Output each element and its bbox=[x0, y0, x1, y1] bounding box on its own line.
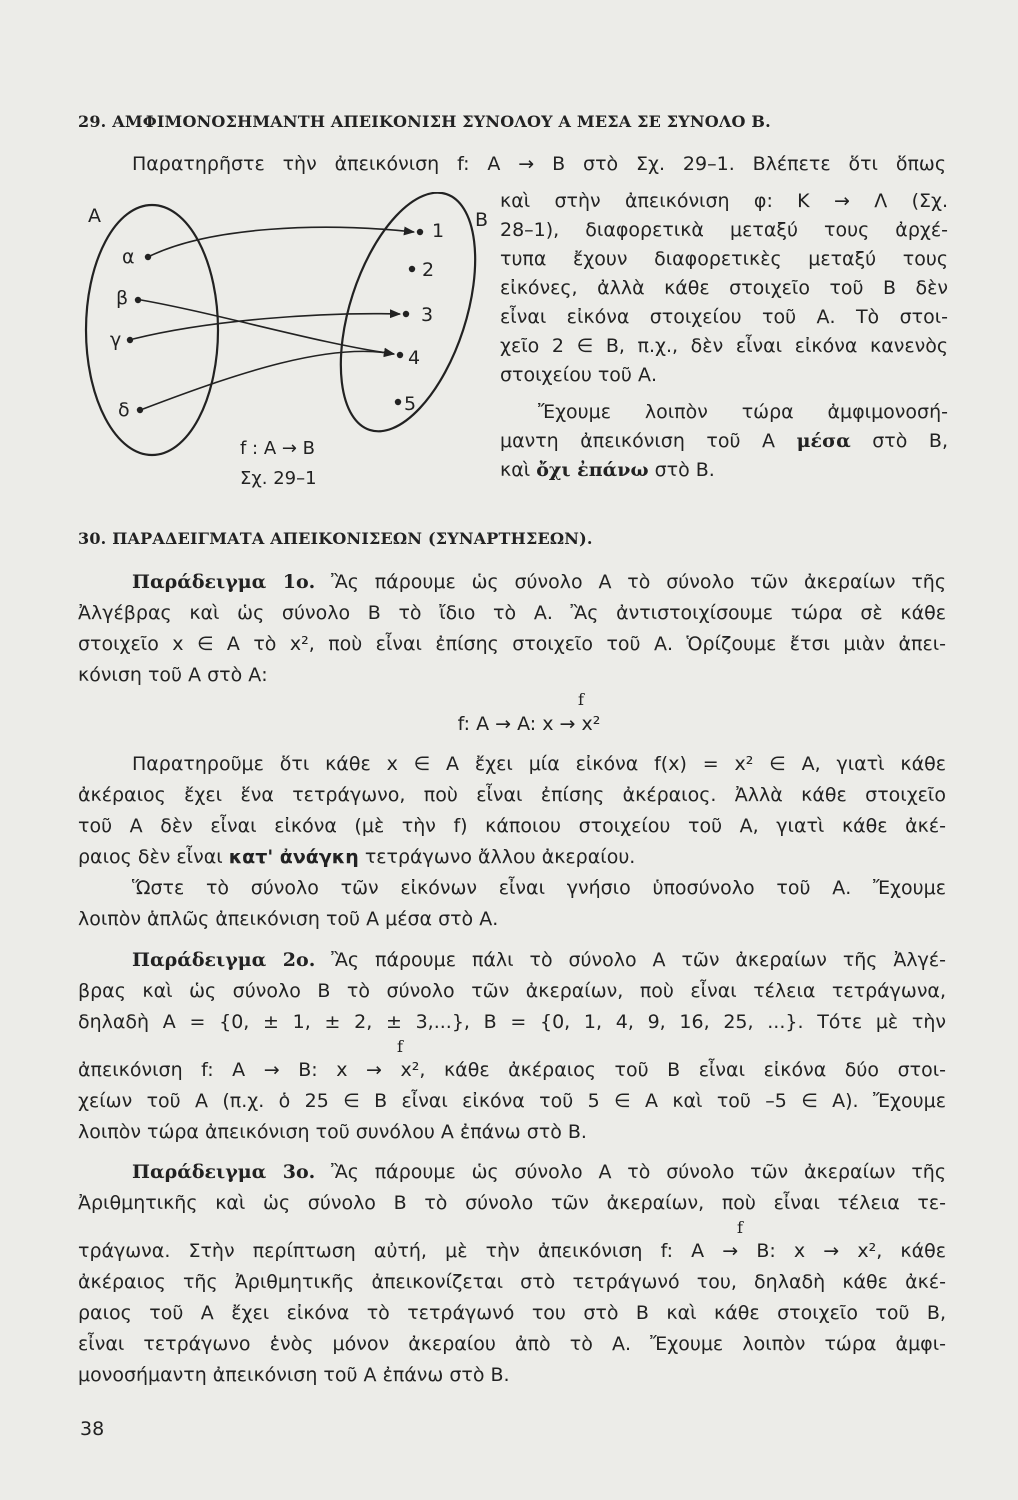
ex1-line-10: λοιπὸν ἁπλῶς ἀπεικόνιση τοῦ Α μέσα στὸ Α. bbox=[78, 908, 499, 930]
ex2-line-6: λοιπὸν τώρα ἀπεικόνιση τοῦ συνόλου Α ἐπάνω στὸ Β. bbox=[78, 1121, 587, 1143]
ex2-line-4: ἀπεικόνιση f: A → B: x → x², κάθε ἀκέραιος τοῦ Β εἶναι εἰκόνα δύο στοι- bbox=[78, 1059, 946, 1081]
ex3-line-5: ραιος τοῦ Α ἔχει εἰκόνα τὸ τετράγωνό του στὸ Β καὶ κάθε στοιχεῖο τοῦ Β, bbox=[78, 1302, 946, 1324]
sec29-right-line-7: στοιχείου τοῦ Α. bbox=[500, 364, 658, 386]
arrow-alpha-1 bbox=[150, 227, 414, 256]
point-beta bbox=[135, 297, 141, 303]
sec29-para2-line-3 bbox=[500, 458, 948, 484]
figure-mapping-label: f : A → B bbox=[240, 438, 316, 459]
ex1-line-9: Ὥστε τὸ σύνολο τῶν εἰκόνων εἶναι γνήσιο ὑποσύνολο τοῦ Α. Ἔχουμε bbox=[132, 877, 946, 899]
ex3-line-6: εἶναι τετράγωνο ἑνὸς μόνον ἀκεραίου ἀπὸ τὸ Α. Ἔχουμε λοιπὸν τώρα ἀμφι- bbox=[78, 1333, 946, 1355]
b-element-2: 2 bbox=[422, 259, 435, 281]
ex1-line-1 bbox=[78, 570, 946, 596]
bold-word-mesa: μέσα bbox=[796, 430, 851, 452]
ex2-line-5: χείων τοῦ Α (π.χ. ὁ 25 ∈ Β εἶναι εἰκόνα τοῦ 5 ∈ A καὶ τοῦ –5 ∈ A). Ἔχουμε bbox=[78, 1090, 946, 1112]
ex1-line-3: στοιχεῖο x ∈ A τὸ x², ποὺ εἶναι ἐπίσης στοιχεῖο τοῦ Α. Ὁρίζουμε ἔτσι μιὰν ἀπει- bbox=[78, 633, 946, 655]
example-3-label: Παράδειγμα 3ο. bbox=[132, 1161, 316, 1183]
text-run: Ἂς πάρουμε ὡς σύνολο Α τὸ σύνολο τῶν ἀκεραίων τῆς bbox=[331, 571, 946, 593]
ex2-line-1 bbox=[78, 948, 946, 974]
ex3-line-2: Ἀριθμητικῆς καὶ ὡς σύνολο Β τὸ σύνολο τῶν ἀκεραίων, ποὺ εἶναι τέλεια τε- bbox=[78, 1192, 946, 1214]
ex1-line-8 bbox=[78, 845, 946, 871]
b-element-3: 3 bbox=[421, 304, 434, 326]
bold-phrase-kat-anagki: κατ' ἀνάγκη bbox=[228, 846, 359, 868]
point-4 bbox=[397, 352, 403, 358]
point-alpha bbox=[145, 254, 151, 260]
arrow-delta-5 bbox=[143, 351, 394, 409]
text-run: στὸ Β, bbox=[850, 430, 948, 452]
sec29-right-line-2: 28–1), διαφορετικὰ μεταξύ τους ἀρχέ- bbox=[500, 219, 948, 241]
ex2-line-2: βρας καὶ ὡς σύνολο Β τὸ σύνολο τῶν ἀκεραίων, ποὺ εἶναι τέλεια τετράγωνα, bbox=[78, 980, 946, 1002]
ex2-line-3: δηλαδὴ A = {0, ± 1, ± 2, ± 3,...}, B = {0, 1, 4, 9, 16, 25, ...}. Τότε μὲ τὴν bbox=[78, 1011, 946, 1033]
ex3-line-3: τράγωνα. Στὴν περίπτωση αὐτή, μὲ τὴν ἀπεικόνιση f: A → B: x → x², κάθε bbox=[78, 1240, 946, 1262]
ex1-line-6: ἀκέραιος ἔχει ἕνα τετράγωνο, ποὺ εἶναι ἐπίσης ἀκέραιος. Ἀλλὰ κάθε στοιχεῖο bbox=[78, 784, 946, 806]
b-element-4: 4 bbox=[408, 347, 421, 369]
bold-word-ochi-epano: ὄχι ἐπάνω bbox=[536, 459, 649, 481]
sec29-right-line-3: τυπα ἔχουν διαφορετικὲς μεταξύ τους bbox=[500, 248, 948, 270]
sec29-para2-line-1: Ἔχουμε λοιπὸν τώρα ἀμφιμονοσή- bbox=[538, 401, 948, 423]
arrow-beta-4 bbox=[141, 300, 394, 354]
sec29-right-line-5: εἶναι εἰκόνα στοιχείου τοῦ Α. Τὸ στοι- bbox=[500, 306, 948, 328]
text-run: ραιος δὲν εἶναι bbox=[78, 846, 229, 868]
ex3-f-above-arrow: f bbox=[737, 1218, 743, 1237]
set-a-label: A bbox=[88, 205, 101, 227]
point-gamma bbox=[127, 337, 133, 343]
ex1-line-7: τοῦ Α δὲν εἶναι εἰκόνα (μὲ τὴν f) κάποιου στοιχείου τοῦ Α, γιατὶ κάθε ἀκέ- bbox=[78, 815, 946, 837]
a-element-delta: δ bbox=[118, 399, 130, 421]
sec29-right-line-6: χεῖο 2 ∈ Β, π.χ., δὲν εἶναι εἰκόνα κανενὸς bbox=[500, 335, 948, 357]
arrow-gamma-3 bbox=[133, 314, 400, 339]
text-run: καὶ bbox=[500, 459, 537, 481]
example-2-label: Παράδειγμα 2ο. bbox=[132, 949, 316, 971]
ex2-f-above-arrow: f bbox=[397, 1037, 403, 1056]
ex3-line-7: μονοσήμαντη ἀπεικόνιση τοῦ Α ἐπάνω στὸ Β. bbox=[78, 1364, 510, 1386]
text-run: Ἂς πάρουμε ὡς σύνολο Α τὸ σύνολο τῶν ἀκεραίων τῆς bbox=[331, 1161, 946, 1183]
ex1-line-4: κόνιση τοῦ Α στὸ Α: bbox=[78, 664, 268, 686]
figure-caption: Σχ. 29–1 bbox=[240, 468, 317, 489]
example-1-label: Παράδειγμα 1ο. bbox=[132, 571, 316, 593]
point-2 bbox=[409, 266, 415, 272]
point-1 bbox=[417, 229, 423, 235]
ex1-f-above-arrow: f bbox=[578, 690, 584, 709]
point-3 bbox=[403, 311, 409, 317]
figure-29-1 bbox=[70, 192, 490, 502]
a-element-alpha: α bbox=[122, 246, 135, 268]
sec29-right-line-1: καὶ στὴν ἀπεικόνιση φ: Κ → Λ (Σχ. bbox=[500, 190, 948, 212]
section-29-title: 29. ΑΜΦΙΜΟΝΟΣΗΜΑΝΤΗ ΑΠΕΙΚΟΝΙΣΗ ΣΥΝΟΛΟΥ Α ΜΕΣΑ ΣΕ ΣΥΝΟΛΟ Β. bbox=[78, 112, 771, 131]
text-run: μαντη ἀπεικόνιση τοῦ Α bbox=[500, 430, 797, 452]
a-element-beta: β bbox=[116, 287, 129, 309]
b-element-1: 1 bbox=[432, 220, 445, 242]
ex3-line-4: ἀκέραιος τῆς Ἀριθμητικῆς ἀπεικονίζεται στὸ τετράγωνό του, δηλαδὴ κάθε ἀκέ- bbox=[78, 1271, 946, 1293]
set-b-label: B bbox=[475, 209, 489, 231]
a-element-gamma: γ bbox=[110, 329, 122, 351]
point-5 bbox=[395, 399, 401, 405]
set-a-ellipse bbox=[86, 205, 218, 455]
text-run: Ἂς πάρουμε πάλι τὸ σύνολο Α τῶν ἀκεραίων τῆς Ἀλγέ- bbox=[331, 949, 946, 971]
ex1-line-2: Ἀλγέβρας καὶ ὡς σύνολο Β τὸ ἴδιο τὸ Α. Ἂς ἀντιστοιχίσουμε τώρα σὲ κάθε bbox=[78, 602, 946, 624]
text-run: στὸ Β. bbox=[648, 459, 715, 481]
section-30-title: 30. ΠΑΡΑΔΕΙΓΜΑΤΑ ΑΠΕΙΚΟΝΙΣΕΩΝ (ΣΥΝΑΡΤΗΣΕΩΝ). bbox=[78, 529, 593, 548]
sec29-para2-line-2 bbox=[500, 429, 948, 455]
b-element-5: 5 bbox=[404, 393, 417, 415]
sec29-line-1: Παρατηρῆστε τὴν ἀπεικόνιση f: A → B στὸ Σχ. 29–1. Βλέπετε ὅτι ὅπως bbox=[132, 153, 946, 175]
ex1-line-5: Παρατηροῦμε ὅτι κάθε x ∈ A ἔχει μία εἰκόνα f(x) = x² ∈ A, γιατὶ κάθε bbox=[132, 753, 946, 775]
ex3-line-1 bbox=[78, 1160, 946, 1186]
point-delta bbox=[137, 407, 143, 413]
page-number: 38 bbox=[80, 1418, 105, 1440]
ex1-formula: f: A → A: x → x² bbox=[457, 713, 601, 735]
sec29-right-line-4: εἰκόνες, ἀλλὰ κάθε στοιχεῖο τοῦ Β δὲν bbox=[500, 277, 948, 299]
text-run: τετράγωνο ἄλλου ἀκεραίου. bbox=[358, 846, 636, 868]
